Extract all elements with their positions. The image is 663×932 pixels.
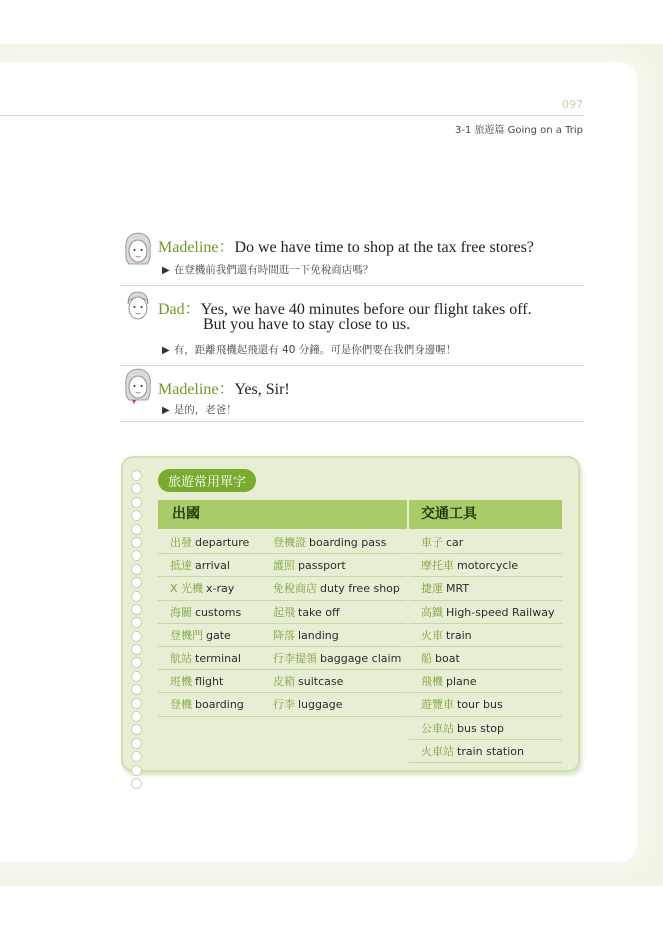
- vocab-chinese: 航站: [170, 652, 192, 665]
- vocab-entry: [170, 673, 223, 689]
- dialog-madeline-1: [120, 230, 584, 286]
- vocab-entry: [273, 627, 339, 643]
- vocab-entry: [170, 580, 234, 596]
- ring: [131, 564, 142, 575]
- vocab-chinese: 出發: [170, 536, 192, 549]
- vocab-chinese: 火車站: [421, 744, 454, 758]
- vocab-entry: [273, 696, 342, 712]
- vocab-chinese: 皮箱: [273, 675, 295, 689]
- vocab-english: arrival: [195, 559, 230, 573]
- dialog-divider: [120, 421, 584, 422]
- vocab-chinese: 行李: [273, 698, 295, 712]
- english-line: Yes, we have 40 minutes before our flight takes off.: [200, 301, 532, 318]
- vocab-entry: [273, 673, 343, 689]
- vocab-chinese: 登機證: [273, 536, 306, 549]
- row-divider: [409, 576, 562, 577]
- header-divider: [0, 115, 584, 116]
- row-divider: [158, 553, 407, 554]
- vocab-entry: [170, 534, 249, 550]
- vocab-english: customs: [195, 605, 242, 619]
- notebook-rings: [131, 470, 143, 791]
- english-line: Yes, Sir!: [234, 381, 290, 398]
- header-left: 出國: [158, 500, 407, 529]
- vocab-english: bus stop: [457, 721, 504, 735]
- play-triangle-icon: ▶: [162, 345, 170, 356]
- row-divider: [409, 600, 562, 601]
- vocab-entry: [273, 650, 401, 666]
- ring: [131, 751, 142, 762]
- row-divider: [409, 716, 562, 717]
- row-divider: [409, 623, 562, 624]
- ring: [131, 483, 142, 494]
- ring: [131, 591, 142, 602]
- vocab-english: train station: [457, 744, 524, 758]
- row-divider: [409, 646, 562, 647]
- row-divider: [158, 716, 407, 717]
- translation-text: 在登機前我們還有時間逛一下免稅商店嗎？: [173, 264, 374, 276]
- row-divider: [409, 553, 562, 554]
- vocab-english: boat: [435, 652, 460, 665]
- row-divider: [409, 669, 562, 670]
- ring: [131, 537, 142, 548]
- vocab-chinese: 護照: [273, 559, 295, 573]
- vocab-entry: [170, 627, 231, 643]
- translation-text: 有，距離飛機起飛還有 40 分鐘。可是你們要在我們身邊喔！: [173, 344, 457, 356]
- vocab-entry: [421, 696, 503, 712]
- header-right: 交通工具: [409, 500, 562, 529]
- ring: [131, 617, 142, 628]
- vocab-chinese: 捷運: [421, 582, 443, 596]
- vocab-chinese: 海關: [170, 605, 192, 619]
- row-divider: [158, 646, 407, 647]
- row-divider: [158, 576, 407, 577]
- girl-avatar-icon: [120, 366, 156, 406]
- vocab-entry: [273, 604, 340, 620]
- vocab-entry: [421, 557, 518, 573]
- ring: [131, 470, 142, 481]
- vocab-english: plane: [446, 675, 477, 689]
- dialog-madeline-2: [120, 366, 584, 422]
- vocab-english: baggage claim: [320, 652, 402, 665]
- vocab-entry: [421, 627, 472, 643]
- chinese-translation: [162, 402, 237, 417]
- vocab-title: 旅遊常用單字: [158, 469, 256, 492]
- ring: [131, 765, 142, 776]
- ring: [131, 510, 142, 521]
- girl-avatar-icon: [120, 230, 156, 270]
- vocab-chinese: X 光機: [170, 582, 204, 596]
- row-divider: [158, 669, 407, 670]
- dialog-dad: [120, 288, 584, 366]
- vocab-entry: [170, 696, 244, 712]
- ring: [131, 497, 142, 508]
- vocab-entry: [421, 743, 524, 759]
- vocab-english: tour bus: [457, 698, 503, 712]
- vocab-chinese: 行李提領: [273, 652, 317, 665]
- vocab-chinese: 高鐵: [421, 605, 443, 619]
- ring: [131, 524, 142, 535]
- vocab-entry: [421, 650, 460, 666]
- vocab-english: passport: [298, 559, 346, 573]
- row-divider: [158, 692, 407, 693]
- vocab-entry: [273, 534, 386, 550]
- vocab-chinese: 抵達: [170, 559, 192, 573]
- ring: [131, 738, 142, 749]
- vocab-entry: [170, 557, 230, 573]
- row-divider: [409, 739, 562, 740]
- vocab-chinese: 免稅商店: [273, 582, 317, 596]
- ring: [131, 671, 142, 682]
- vocab-chinese: 飛機: [421, 675, 443, 689]
- row-divider: [158, 600, 407, 601]
- chinese-translation: [162, 342, 456, 357]
- vocab-entry: [421, 580, 469, 596]
- vocab-english: train: [446, 628, 472, 642]
- vocab-chinese: 班機: [170, 675, 192, 689]
- translation-text: 是的，老爸！: [173, 404, 237, 416]
- ring: [131, 724, 142, 735]
- vocab-entry: [421, 720, 504, 736]
- ring: [131, 644, 142, 655]
- vocab-entry: [273, 557, 346, 573]
- vocab-english: take off: [298, 605, 340, 619]
- ring: [131, 778, 142, 789]
- english-line: Do we have time to shop at the tax free stores?: [234, 239, 534, 256]
- vocab-chinese: 摩托車: [421, 559, 454, 573]
- chapter-title: 3-1 旅遊篇 Going on a Trip: [454, 125, 583, 136]
- vocab-english: landing: [298, 628, 339, 642]
- vocab-english: departure: [195, 536, 250, 549]
- vocab-entry: [170, 650, 241, 666]
- vocab-english: duty free shop: [320, 582, 400, 596]
- vocab-english: High-speed Railway: [446, 605, 555, 619]
- vocab-entry: [421, 604, 554, 620]
- man-avatar-icon: [120, 288, 156, 328]
- play-triangle-icon: ▶: [162, 265, 170, 276]
- english-line: But you have to stay close to us.: [203, 316, 411, 333]
- dialog-line: [158, 234, 534, 257]
- ring: [131, 604, 142, 615]
- vocab-english: boarding pass: [309, 536, 387, 549]
- vocabulary-box: [121, 456, 580, 772]
- speaker-name: Madeline：: [158, 239, 235, 256]
- vocab-chinese: 登機: [170, 698, 192, 712]
- ring: [131, 657, 142, 668]
- vocab-chinese: 降落: [273, 628, 295, 642]
- page-number: 097: [562, 98, 583, 111]
- vocab-english: MRT: [446, 582, 470, 596]
- play-triangle-icon: ▶: [162, 405, 170, 416]
- vocab-entry: [421, 673, 477, 689]
- vocab-english: flight: [195, 675, 224, 689]
- vocab-chinese: 火車: [421, 628, 443, 642]
- ring: [131, 631, 142, 642]
- vocab-english: gate: [206, 628, 231, 642]
- dialog-line: [158, 376, 290, 399]
- ring: [131, 550, 142, 561]
- vocab-english: terminal: [195, 652, 241, 665]
- row-divider: [409, 762, 562, 763]
- vocab-chinese: 登機門: [170, 628, 203, 642]
- speaker-name: Dad：: [158, 301, 201, 318]
- ring: [131, 711, 142, 722]
- vocab-chinese: 公車站: [421, 721, 454, 735]
- vocab-chinese: 遊覽車: [421, 698, 454, 712]
- vocab-english: boarding: [195, 698, 244, 712]
- vocab-entry: [421, 534, 463, 550]
- vocab-english: suitcase: [298, 675, 344, 689]
- ring: [131, 684, 142, 695]
- dialog-divider: [120, 285, 584, 286]
- vocab-chinese: 車子: [421, 536, 443, 549]
- vocab-english: x-ray: [206, 582, 235, 596]
- ring: [131, 577, 142, 588]
- vocab-entry: [273, 580, 400, 596]
- vocab-chinese: 起飛: [273, 605, 295, 619]
- vocab-english: car: [446, 536, 464, 549]
- vocab-entry: [170, 604, 241, 620]
- ring: [131, 698, 142, 709]
- speaker-name: Madeline：: [158, 381, 235, 398]
- vocab-chinese: 船: [421, 652, 432, 665]
- row-divider: [409, 692, 562, 693]
- chinese-translation: [162, 262, 373, 277]
- row-divider: [158, 623, 407, 624]
- vocab-english: luggage: [298, 698, 343, 712]
- vocab-english: motorcycle: [457, 559, 519, 573]
